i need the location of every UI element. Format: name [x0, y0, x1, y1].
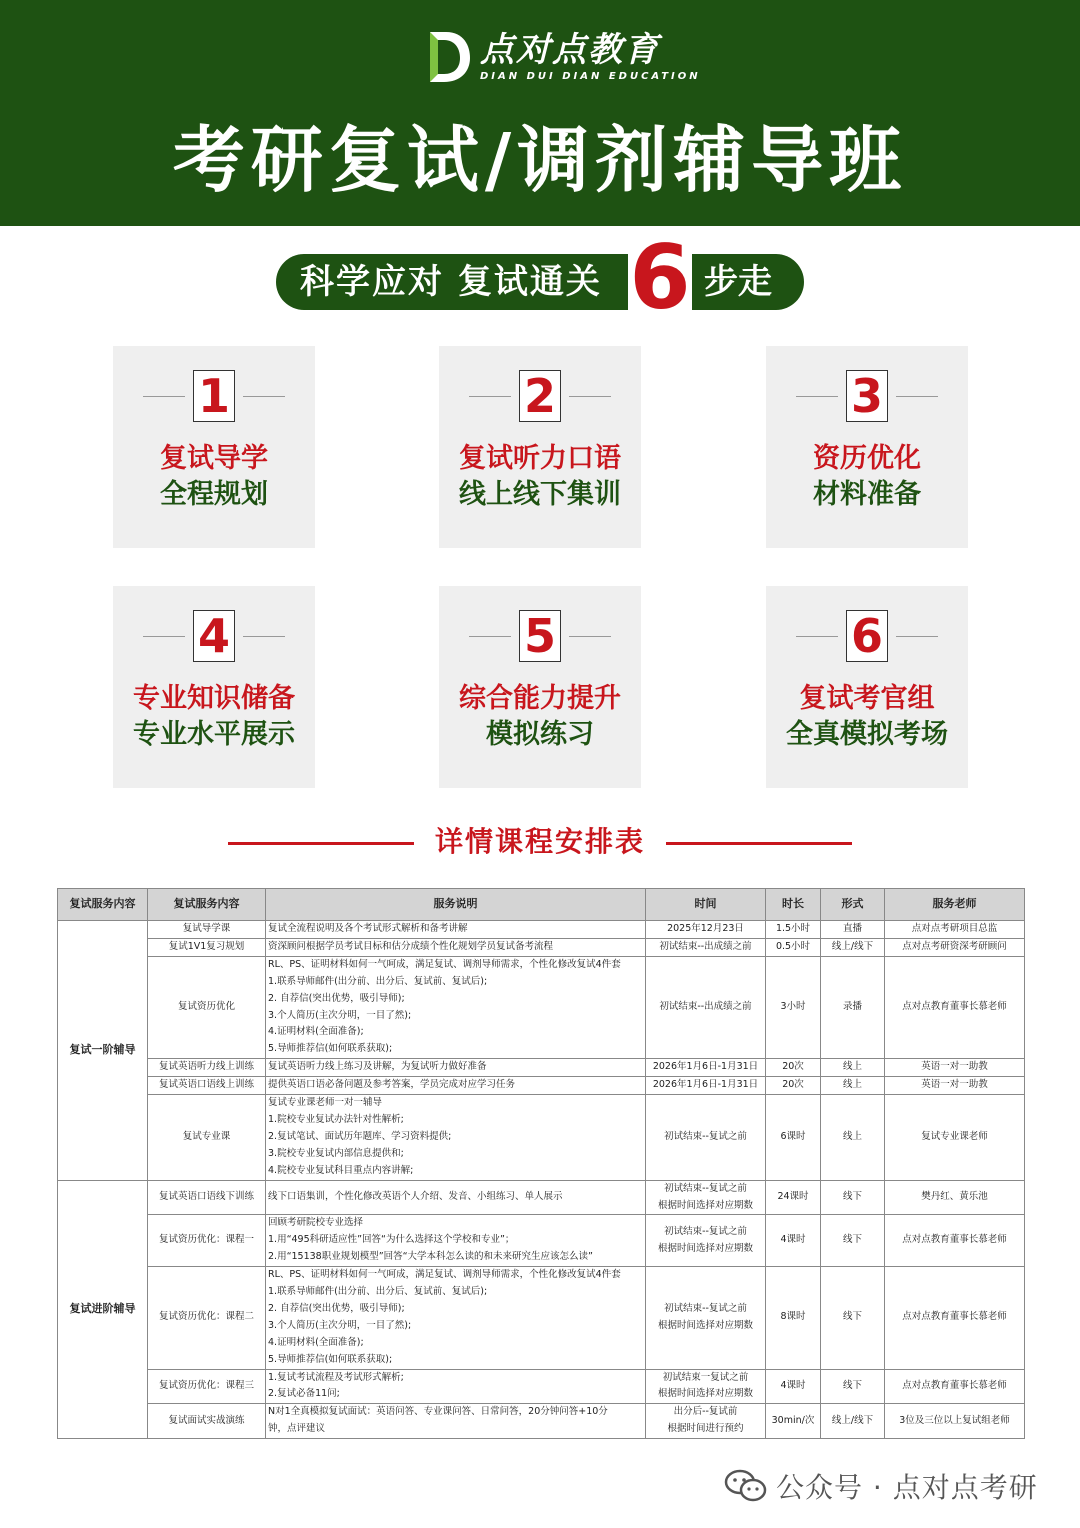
column-header: 服务老师 — [885, 889, 1025, 921]
time-cell — [646, 1215, 766, 1267]
subtitle-left: 科学应对 复试通关 — [300, 262, 602, 302]
format-cell: 线上/线下 — [821, 938, 885, 956]
table-row — [58, 938, 1025, 956]
stage-cell: 复试进阶辅导 — [58, 1180, 148, 1439]
time-line: 2026年1月6日-1月31日 — [652, 1061, 759, 1073]
step-number: 6 — [846, 610, 888, 662]
description-line: 1.联系导师邮件(出分前、出分后、复试前、复试后); — [268, 1286, 488, 1298]
teacher-cell: 点对点教育董事长慕老师 — [885, 956, 1025, 1058]
service-item-cell: 复试资历优化：课程一 — [148, 1215, 266, 1267]
teacher-cell: 点对点教育董事长慕老师 — [885, 1215, 1025, 1267]
brand-name-en: DIAN DUI DIAN EDUCATION — [480, 70, 701, 82]
description-line: 2. 自荐信(突出优势，吸引导师); — [268, 992, 405, 1004]
description-cell — [266, 1267, 646, 1369]
service-item-cell: 复试英语口语线上训练 — [148, 1077, 266, 1095]
description-line: 5.导师推荐信(如何联系获取); — [268, 1353, 393, 1365]
step-subtitle: 材料准备 — [813, 479, 921, 510]
time-cell — [646, 1077, 766, 1095]
time-line: 出分后--复试前 — [673, 1406, 738, 1418]
service-item-cell: 复试导学课 — [148, 921, 266, 939]
time-line: 根据时间选择对应期数 — [657, 1388, 753, 1400]
schedule-table — [57, 888, 1025, 1439]
time-cell — [646, 1267, 766, 1369]
time-cell — [646, 1369, 766, 1404]
teacher-cell: 英语一对一助教 — [885, 1077, 1025, 1095]
schedule-title: 详情课程安排表 — [434, 825, 645, 858]
table-row — [58, 921, 1025, 939]
table-row — [58, 1059, 1025, 1077]
service-item-cell: 复试资历优化：课程二 — [148, 1267, 266, 1369]
time-line: 初试结束--复试之前 — [664, 1225, 747, 1237]
time-line: 根据时间进行预约 — [667, 1423, 744, 1435]
description-line: RL、PS、证明材料如何一气呵成，满足复试、调剂导师需求，个性化修改复试4件套 — [268, 1269, 621, 1281]
service-item-cell: 复试资历优化：课程三 — [148, 1369, 266, 1404]
step-card-4 — [113, 586, 315, 788]
time-line: 初试结束--复试之前 — [664, 1302, 747, 1314]
description-line: 3.院校专业复试内部信息提供和; — [268, 1147, 404, 1159]
format-cell: 线上 — [821, 1095, 885, 1181]
table-row — [58, 1077, 1025, 1095]
schedule-heading — [0, 822, 1080, 862]
description-line: 4.证明材料(全面准备); — [268, 1026, 364, 1038]
duration-cell: 0.5小时 — [766, 938, 821, 956]
time-line: 根据时间选择对应期数 — [657, 1242, 753, 1254]
description-line: 4.院校专业复试科目重点内容讲解; — [268, 1164, 414, 1176]
description-cell — [266, 1215, 646, 1267]
description-line: 2.复试必备11问; — [268, 1388, 340, 1400]
description-line: N对1全真模拟复试面试：英语问答、专业课问答、日常问答，20分钟问答+10分 — [268, 1406, 608, 1418]
step-card-1 — [113, 346, 315, 548]
description-line: 3.个人简历(主次分明，一目了然); — [268, 1009, 412, 1021]
teacher-cell: 点对点教育董事长慕老师 — [885, 1267, 1025, 1369]
stage-cell: 复试一阶辅导 — [58, 921, 148, 1181]
service-item-cell: 复试资历优化 — [148, 956, 266, 1058]
description-cell — [266, 1180, 646, 1215]
duration-cell: 30min/次 — [766, 1404, 821, 1439]
description-cell — [266, 938, 646, 956]
table-row — [58, 1369, 1025, 1404]
service-item-cell: 复试专业课 — [148, 1095, 266, 1181]
format-cell: 录播 — [821, 956, 885, 1058]
step-card-6 — [766, 586, 968, 788]
step-card-3 — [766, 346, 968, 548]
table-row — [58, 956, 1025, 1058]
description-cell — [266, 1369, 646, 1404]
dian-logo-icon — [424, 28, 472, 84]
teacher-cell: 点对点考研资深考研顾问 — [885, 938, 1025, 956]
description-line: 回顾考研院校专业选择 — [268, 1217, 364, 1229]
description-line: 3.个人简历(主次分明，一目了然); — [268, 1319, 412, 1331]
format-cell: 线下 — [821, 1180, 885, 1215]
service-item-cell: 复试英语口语线下训练 — [148, 1180, 266, 1215]
table-row — [58, 1404, 1025, 1439]
time-line: 初试结束一复试之前 — [662, 1371, 749, 1383]
format-cell: 线下 — [821, 1369, 885, 1404]
time-line: 根据时间选择对应期数 — [657, 1199, 753, 1211]
step-subtitle: 全真模拟考场 — [786, 719, 948, 750]
step-card-2 — [439, 346, 641, 548]
description-line: 1.院校专业复试办法针对性解析; — [268, 1113, 404, 1125]
description-line: 资深顾问根据学员考试目标和估分成绩个性化规划学员复试备考流程 — [268, 940, 554, 952]
teacher-cell: 3位及三位以上复试组老师 — [885, 1404, 1025, 1439]
duration-cell: 6课时 — [766, 1095, 821, 1181]
page-title: 考研复试/调剂辅导班 — [172, 118, 908, 202]
step-number: 5 — [519, 610, 561, 662]
brand-name-cn: 点对点教育 — [480, 29, 660, 70]
time-cell — [646, 938, 766, 956]
duration-cell: 3小时 — [766, 956, 821, 1058]
format-cell: 直播 — [821, 921, 885, 939]
description-line: RL、PS、证明材料如何一气呵成，满足复试、调剂导师需求，个性化修改复试4件套 — [268, 958, 621, 970]
description-cell — [266, 1059, 646, 1077]
step-title: 专业知识储备 — [133, 683, 295, 714]
description-cell — [266, 1404, 646, 1439]
table-header-row — [58, 889, 1025, 921]
duration-cell: 1.5小时 — [766, 921, 821, 939]
subtitle-number: 6 — [629, 226, 691, 329]
time-cell — [646, 1180, 766, 1215]
column-header: 复试服务内容 — [58, 889, 148, 921]
teacher-cell: 樊丹红、黄乐池 — [885, 1180, 1025, 1215]
description-line: 提供英语口语必备问题及参考答案，学员完成对应学习任务 — [268, 1079, 516, 1091]
description-line: 5.导师推荐信(如何联系获取); — [268, 1043, 393, 1055]
teacher-cell: 点对点教育董事长慕老师 — [885, 1369, 1025, 1404]
service-item-cell: 复试1V1复习规划 — [148, 938, 266, 956]
description-cell — [266, 921, 646, 939]
step-title: 复试导学 — [160, 443, 268, 474]
description-line: 1.用“495科研适应性”回答“为什么选择这个学校和专业”； — [268, 1234, 515, 1246]
description-cell — [266, 1095, 646, 1181]
subtitle-number-box — [628, 226, 692, 329]
description-line: 复试英语听力线上练习及讲解，为复试听力做好准备 — [268, 1061, 487, 1073]
time-line: 初试结束--复试之前 — [664, 1182, 747, 1194]
step-card-5 — [439, 586, 641, 788]
description-cell — [266, 1077, 646, 1095]
format-cell: 线上/线下 — [821, 1404, 885, 1439]
time-line: 2025年12月23日 — [667, 923, 744, 934]
column-header: 复试服务内容 — [148, 889, 266, 921]
format-cell: 线下 — [821, 1215, 885, 1267]
time-line: 2026年1月6日-1月31日 — [652, 1079, 759, 1091]
time-cell — [646, 921, 766, 939]
column-header: 形式 — [821, 889, 885, 921]
time-line: 初试结束--出成绩之前 — [659, 1001, 752, 1013]
table-row — [58, 1095, 1025, 1181]
step-subtitle: 线上线下集训 — [459, 479, 621, 510]
duration-cell: 24课时 — [766, 1180, 821, 1215]
duration-cell: 8课时 — [766, 1267, 821, 1369]
time-line: 初试结束--出成绩之前 — [659, 940, 752, 952]
time-line: 根据时间选择对应期数 — [657, 1319, 753, 1331]
column-header: 时长 — [766, 889, 821, 921]
description-line: 复试全流程说明及各个考试形式解析和备考讲解 — [268, 923, 468, 934]
step-number: 3 — [846, 370, 888, 422]
step-number: 1 — [193, 370, 235, 422]
brand-logo — [424, 28, 701, 84]
table-row — [58, 1180, 1025, 1215]
description-line: 2. 自荐信(突出优势，吸引导师); — [268, 1302, 405, 1314]
description-line: 线下口语集训，个性化修改英语个人介绍、发音、小组练习、单人展示 — [268, 1191, 563, 1203]
subtitle-pill — [276, 254, 804, 310]
watermark-text: 公众号 · 点对点考研 — [776, 1471, 1038, 1504]
step-number: 2 — [519, 370, 561, 422]
duration-cell: 20次 — [766, 1077, 821, 1095]
step-title: 综合能力提升 — [459, 683, 621, 714]
teacher-cell: 点对点考研项目总监 — [885, 921, 1025, 939]
divider — [666, 842, 852, 845]
description-line: 复试专业课老师一对一辅导 — [268, 1097, 383, 1109]
step-number: 4 — [193, 610, 235, 662]
header-banner — [0, 0, 1080, 226]
time-line: 初试结束--复试之前 — [664, 1130, 747, 1142]
service-item-cell: 复试面试实战演练 — [148, 1404, 266, 1439]
step-title: 资历优化 — [813, 443, 921, 474]
table-row — [58, 1215, 1025, 1267]
time-cell — [646, 1095, 766, 1181]
wechat-icon — [724, 1468, 768, 1504]
step-title: 复试考官组 — [799, 683, 935, 714]
teacher-cell: 复试专业课老师 — [885, 1095, 1025, 1181]
column-header: 时间 — [646, 889, 766, 921]
description-line: 2.复试笔试、面试历年题库、学习资料提供; — [268, 1130, 452, 1142]
teacher-cell: 英语一对一助教 — [885, 1059, 1025, 1077]
time-cell — [646, 1059, 766, 1077]
format-cell: 线上 — [821, 1059, 885, 1077]
step-subtitle: 全程规划 — [160, 479, 268, 510]
format-cell: 线上 — [821, 1077, 885, 1095]
time-cell — [646, 1404, 766, 1439]
subtitle-right: 步走 — [704, 262, 772, 302]
step-subtitle: 专业水平展示 — [133, 719, 295, 750]
step-subtitle: 模拟练习 — [486, 719, 594, 750]
time-cell — [646, 956, 766, 1058]
duration-cell: 4课时 — [766, 1369, 821, 1404]
service-item-cell: 复试英语听力线上训练 — [148, 1059, 266, 1077]
description-line: 4.证明材料(全面准备); — [268, 1336, 364, 1348]
description-line: 钟，点评建议 — [268, 1423, 326, 1435]
table-row — [58, 1267, 1025, 1369]
description-cell — [266, 956, 646, 1058]
column-header: 服务说明 — [266, 889, 646, 921]
duration-cell: 4课时 — [766, 1215, 821, 1267]
format-cell: 线下 — [821, 1267, 885, 1369]
description-line: 1.联系导师邮件(出分前、出分后、复试前、复试后); — [268, 975, 488, 987]
step-title: 复试听力口语 — [459, 443, 621, 474]
description-line: 2.用“15138职业规划模型”回答“大学本科怎么读的和未来研究生应该怎么读” — [268, 1251, 593, 1263]
description-line: 1.复试考试流程及考试形式解析; — [268, 1371, 404, 1383]
duration-cell: 20次 — [766, 1059, 821, 1077]
watermark — [724, 1466, 1038, 1506]
